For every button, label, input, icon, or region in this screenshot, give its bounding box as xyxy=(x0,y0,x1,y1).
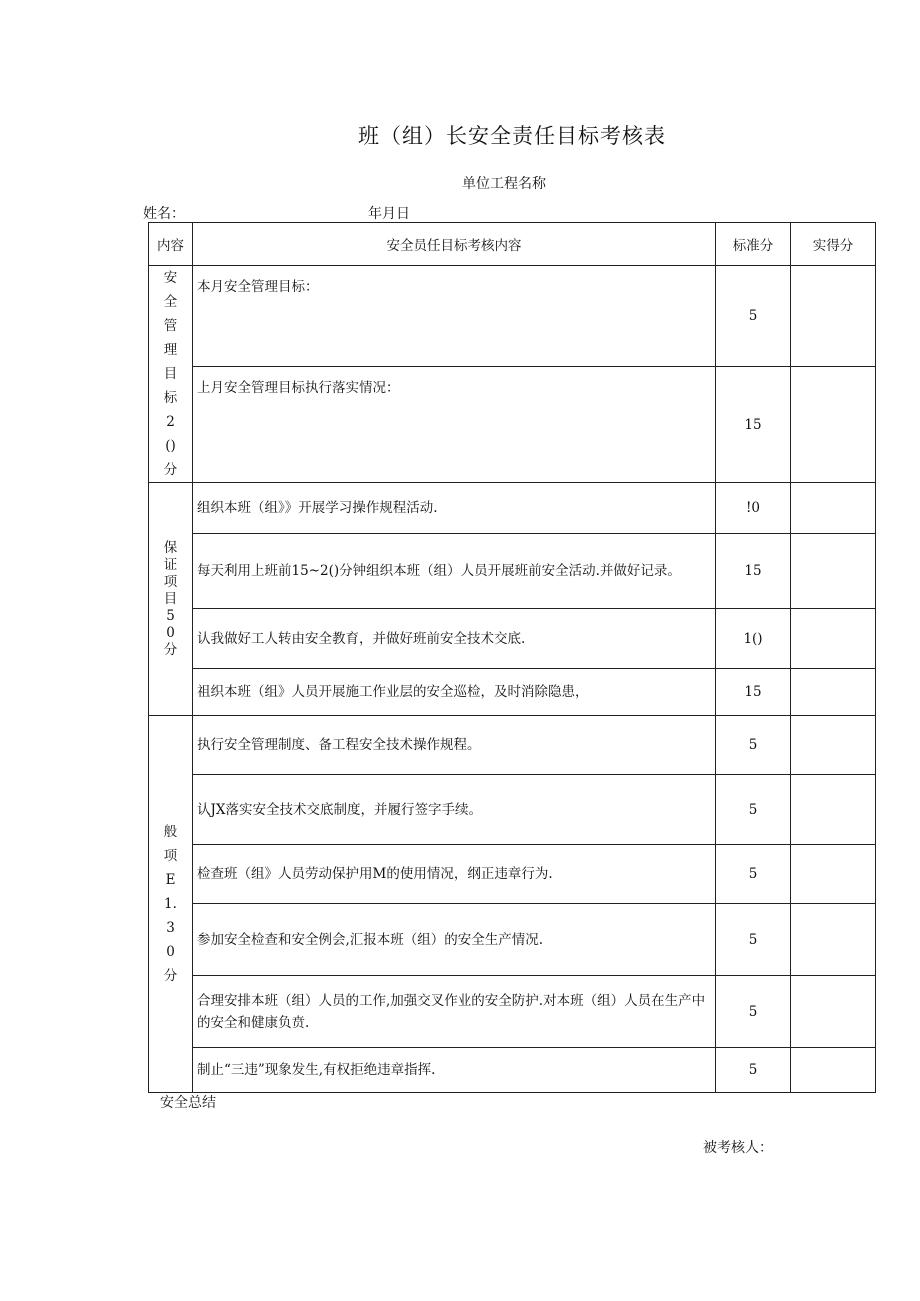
row-content: 每天利用上班前15~2()分钟组织本班（组）人员开展班前安全活动.并做好记录。 xyxy=(193,534,716,609)
row-content: 检查班（组》人员劳动保护用M的使用情况，纲正违章行为. xyxy=(193,845,716,904)
standard-score: 5 xyxy=(716,976,791,1048)
category-safety-management: 安全管理目标2()分 xyxy=(149,266,193,483)
header-assessment-content: 安全员任目标考核内容 xyxy=(193,223,716,266)
table-row xyxy=(149,716,876,775)
actual-score-cell[interactable] xyxy=(791,266,876,367)
actual-score-cell[interactable] xyxy=(791,845,876,904)
standard-score: 5 xyxy=(716,1048,791,1093)
actual-score-cell[interactable] xyxy=(791,904,876,976)
standard-score: 15 xyxy=(716,534,791,609)
row-content: 参加安全检查和安全例会,汇报本班（组）的安全生产情况. xyxy=(193,904,716,976)
actual-score-cell[interactable] xyxy=(791,976,876,1048)
table-header-row xyxy=(149,223,876,266)
safety-summary-label: 安全总结 xyxy=(160,1095,216,1111)
category-guarantee-items: 保证项目50分 xyxy=(149,483,193,716)
actual-score-cell[interactable] xyxy=(791,775,876,845)
actual-score-cell[interactable] xyxy=(791,534,876,609)
header-actual-score: 实得分 xyxy=(791,223,876,266)
assessment-table xyxy=(148,222,876,1093)
row-content: 认JX落实安全技术交底制度，并履行签字手续。 xyxy=(193,775,716,845)
table-row xyxy=(149,1048,876,1093)
actual-score-cell[interactable] xyxy=(791,716,876,775)
table-row xyxy=(149,904,876,976)
row-content: 制止“三违”现象发生,有权拒绝违章指挥. xyxy=(193,1048,716,1093)
assessed-person-label: 被考核人： xyxy=(703,1140,773,1156)
table-row xyxy=(149,775,876,845)
row-content: 合理安排本班（组）人员的工作,加强交叉作业的安全防护.对本班（组）人员在生产中的安全和健康负贲. xyxy=(193,976,716,1048)
standard-score: 5 xyxy=(716,904,791,976)
standard-score: 5 xyxy=(716,716,791,775)
row-content: 本月安全管理目标： xyxy=(193,266,716,367)
table-row xyxy=(149,367,876,483)
table-row xyxy=(149,669,876,716)
name-label: 姓名： xyxy=(143,206,185,222)
table-row xyxy=(149,483,876,534)
table-row xyxy=(149,609,876,669)
header-content: 内容 xyxy=(149,223,193,266)
actual-score-cell[interactable] xyxy=(791,609,876,669)
standard-score: 15 xyxy=(716,669,791,716)
standard-score: 5 xyxy=(716,266,791,367)
standard-score: 1() xyxy=(716,609,791,669)
page-title: 班（组）长安全责任目标考核表 xyxy=(358,124,666,148)
standard-score: 15 xyxy=(716,367,791,483)
row-content: 组织本班（组》》开展学习操作规程活动. xyxy=(193,483,716,534)
table-row xyxy=(149,976,876,1048)
actual-score-cell[interactable] xyxy=(791,367,876,483)
table-row xyxy=(149,534,876,609)
actual-score-cell[interactable] xyxy=(791,1048,876,1093)
actual-score-cell[interactable] xyxy=(791,669,876,716)
date-label: 年月日 xyxy=(368,206,410,222)
standard-score: !0 xyxy=(716,483,791,534)
row-content: 上月安全管理目标执行落实情况： xyxy=(193,367,716,483)
row-content: 认我做好工人转由安全教育，并做好班前安全技术交底. xyxy=(193,609,716,669)
standard-score: 5 xyxy=(716,845,791,904)
row-content: 执行安全管理制度、备工程安全技术操作规程。 xyxy=(193,716,716,775)
actual-score-cell[interactable] xyxy=(791,483,876,534)
header-standard-score: 标准分 xyxy=(716,223,791,266)
category-general-items: 般项E1.30分 xyxy=(149,716,193,1093)
unit-project-name-label: 单位工程名称 xyxy=(462,176,546,192)
standard-score: 5 xyxy=(716,775,791,845)
table-row xyxy=(149,845,876,904)
table-row xyxy=(149,266,876,367)
row-content: 祖织本班（组》人员开展施工作业层的安全巡检，及时消除隐患， xyxy=(193,669,716,716)
